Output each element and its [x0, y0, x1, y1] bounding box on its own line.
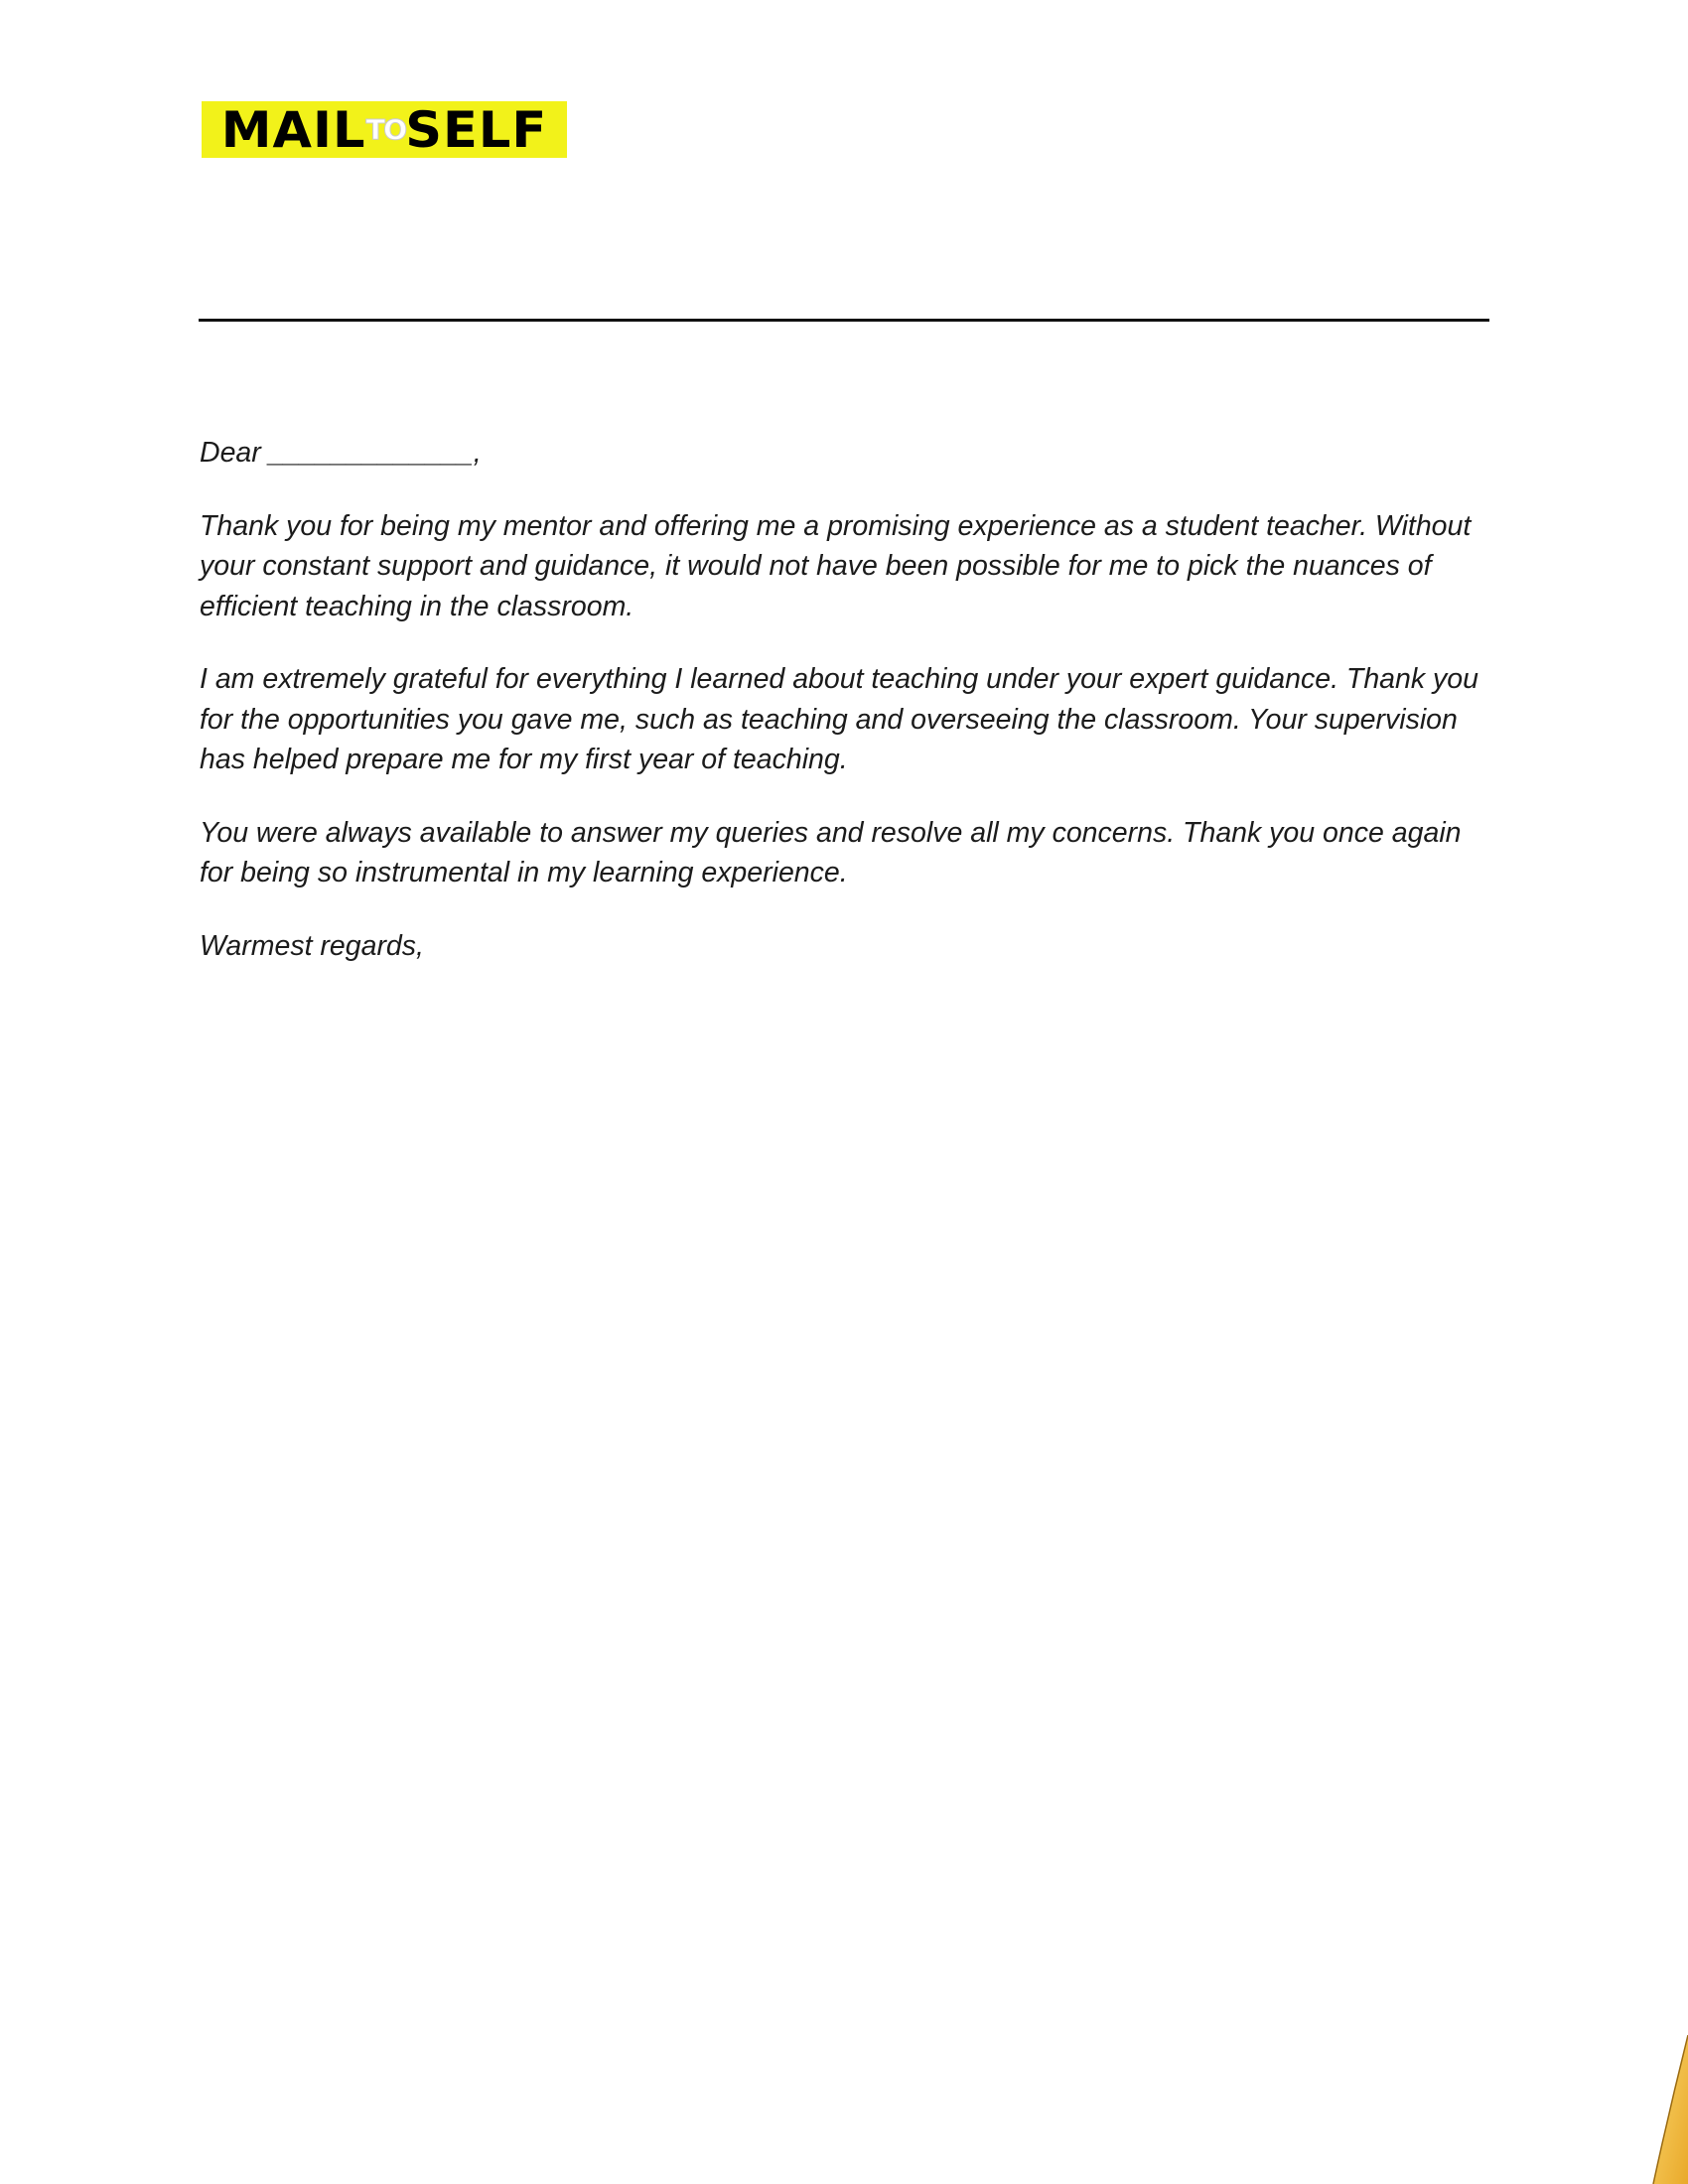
paragraph-1: Thank you for being my mentor and offering me a promising experience as a student teacher. Without your constant support and guidance, it would not have been possible for me to pick the nuances of efficient teaching in the classroom.: [200, 509, 1472, 622]
logo-word-to: TO: [365, 113, 406, 146]
letter-body: [200, 433, 1500, 999]
header-divider: [199, 319, 1489, 322]
logo-word-self: SELF: [405, 101, 548, 158]
logo-wordmark: [202, 101, 567, 158]
mail-to-self-logo: [202, 101, 567, 158]
closing: Warmest regards,: [200, 929, 424, 962]
corner-accent-shape: [1648, 2035, 1688, 2184]
paragraph-2: I am extremely grateful for everything I learned about teaching under your expert guidance. Thank you for the opportunities you gave me, such as teaching and overseeing the classroom. Your supervision has helped prepare me for my first year of teaching.: [200, 663, 1478, 775]
salutation: Dear _____________,: [200, 437, 482, 469]
logo-word-mail: MAIL: [220, 101, 366, 158]
paragraph-3: You were always available to answer my queries and resolve all my concerns. Thank you once again for being so instrumental in my learning experience.: [200, 816, 1462, 888]
